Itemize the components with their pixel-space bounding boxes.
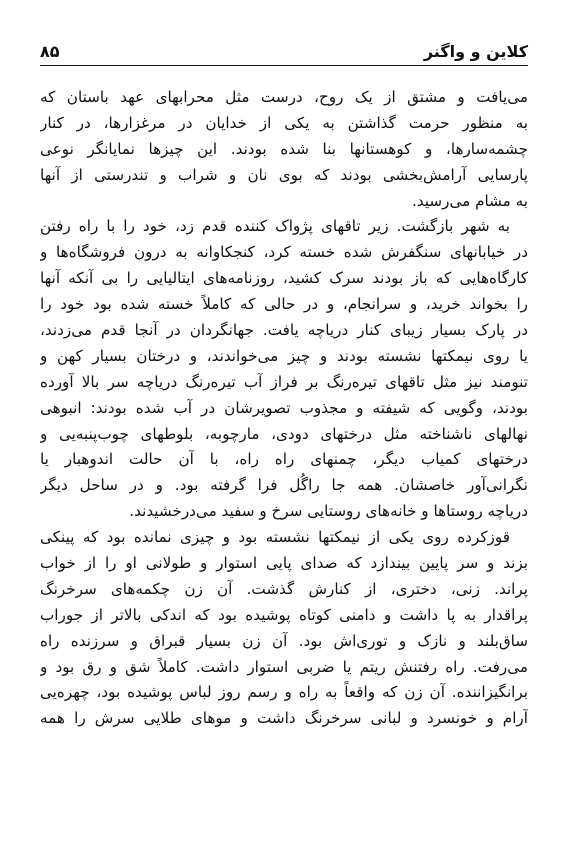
text-line: بزند و سر پایین بیندازد که صدای پایی استوار و طولانی او را از خواب — [40, 554, 528, 573]
text-line: قوزکرده روی یکی از نیمکتها نشسته بود و چیزی نمانده بود که پینکی — [40, 528, 510, 547]
text-line: در پارک بسیار زیبای کنار دریاچه یافت. جهانگردان در آنجا قدم می‌زدند، — [40, 321, 528, 340]
text-line: دریاچه روستاها و خانه‌های روستایی سرخ و سفید می‌درخشیدند. — [129, 502, 528, 521]
body-text — [40, 85, 528, 732]
text-line: تنومند نیز مثل تاقهای تیره‌رنگ بر فراز آب تیره‌رنگ دریاچه سر بالا آورده — [40, 372, 528, 391]
text-line: بودند، وگویی که شیفته و مجذوب تصویرشان در آب شده بودند: انبوهی — [40, 398, 528, 417]
text-line: می‌یافت و مشتق از یک روح، درست مثل محرابهای عهد باستان که — [40, 88, 528, 106]
page-number: ۸۵ — [40, 42, 60, 61]
text-line: کارگاه‌هایی که باز بودند سرک کشید، روزنامه‌های ایتالیایی را بی آنکه آنها — [40, 269, 528, 288]
text-line: می‌رفت. راه رفتنش ریتم یا ضربی استوار داشت. کاملاً شق و رق بود و — [40, 657, 528, 676]
text-line: پارسایی آرامش‌بخشی بودند که بوی نان و شراب و تندرستی از آنها — [40, 165, 528, 184]
text-line: نگرانی‌آور خاصشان. همه جا راگُل فرا گرفته بود. و در ساحل دیگر — [40, 476, 528, 495]
text-line: ساق‌بلند و نازک و توری‌اش بود. آن زن بسیار قبراق و سرزنده راه — [40, 631, 528, 650]
text-line: آرام و خونسرد و لبانی سرخرنگ داشت و موهای طلایی سرش را همه — [40, 709, 528, 728]
text-line: چشمه‌سارها، و کوهستانها بنا شده بودند. این چیزها نمایانگر نوعی — [40, 139, 528, 158]
text-line: را بخواند خرید، و سرانجام، و در حالی که کاملاً خسته شده بود خود را — [40, 295, 528, 314]
book-title: کلاین و واگنر — [423, 42, 528, 61]
text-line: درختهای کمیاب دیگر، چمنهای راه راه، با آن حالت اندوهبار یا — [40, 450, 528, 469]
text-line: به منظور حرمت گذاشتن به یکی از خدایان در مرغزارها، در کنار — [40, 113, 528, 132]
text-line: در خیابانهای سنگفرش شده خسته کرد، کنجکاوانه به درون فروشگاه‌ها و — [40, 243, 528, 262]
text-line: برانگیزاننده. آن زن که واقعاً به راه و رسم روز لباس پوشیده بود، چهره‌یی — [40, 683, 528, 702]
header-rule — [40, 65, 528, 66]
text-line: پراقدار به پا داشت و دامنی کوتاه پوشیده بود که اندکی بالاتر از جوراب — [40, 605, 528, 624]
text-line: پراند. زنی، دختری، از کنارش گذشت. آن زن چکمه‌های سرخرنگ — [40, 579, 528, 598]
text-line: نهالهای ناشناخته مثل درختهای دودی، مارچوبه، بلوطهای چوب‌پنبه‌یی و — [40, 424, 528, 443]
running-head — [40, 36, 528, 64]
text-line: یا روی نیمکتها نشسته بودند و چیز می‌خواندند، و درختان بسیار کهن و — [40, 346, 528, 365]
text-line: به شهر بازگشت. زیر تاقهای پژواک کننده قدم زد، خود را با راه رفتن — [40, 217, 510, 236]
text-line: به مشام می‌رسید. — [412, 191, 528, 210]
